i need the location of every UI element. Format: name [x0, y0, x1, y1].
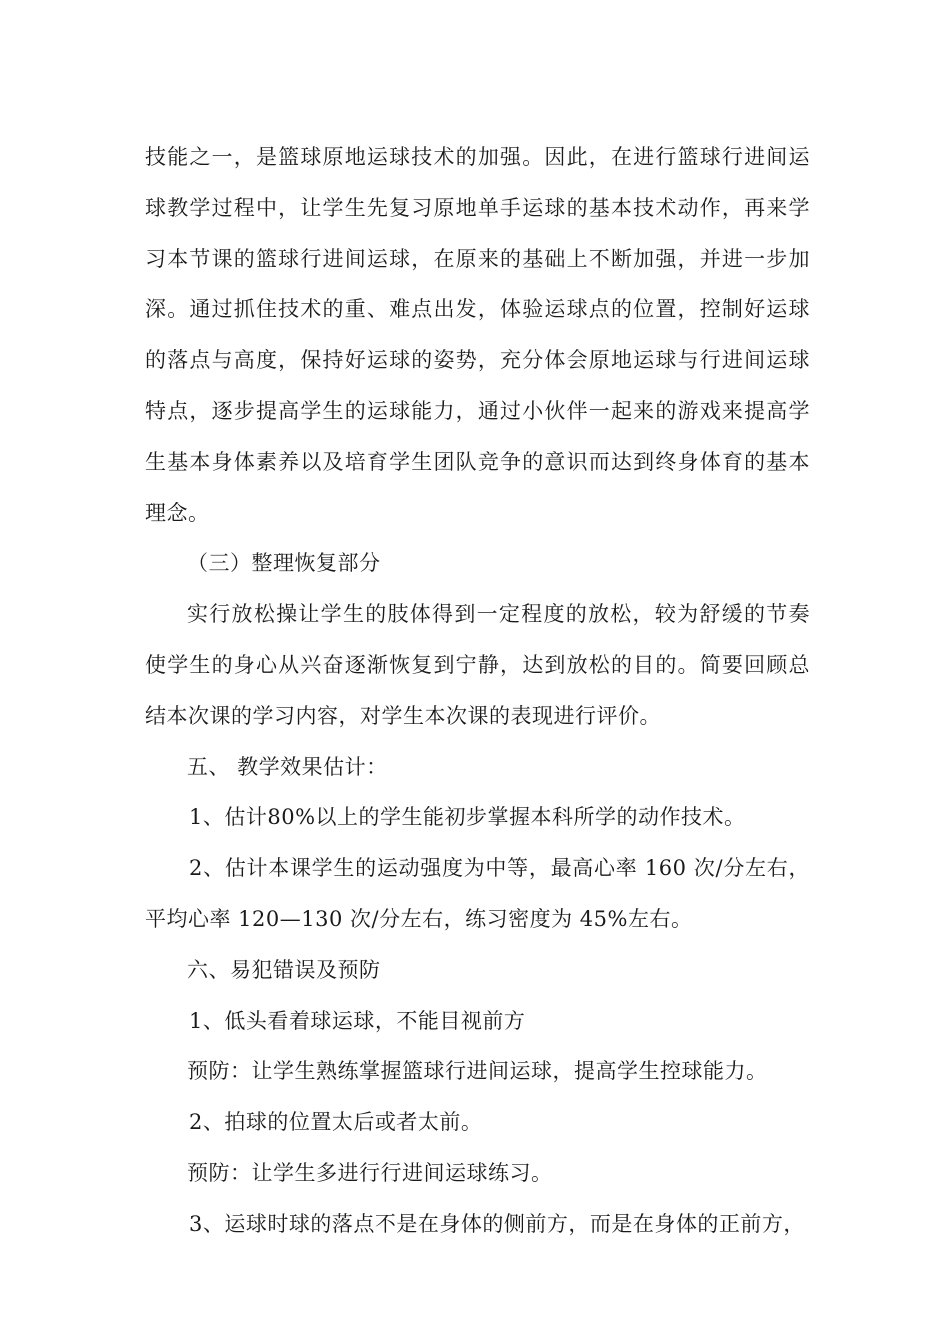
- paragraph-error-3: 3、运球时球的落点不是在身体的侧前方，而是在身体的正前方，: [189, 1211, 805, 1236]
- paragraph-estimate-2: 2、估计本课学生的运动强度为中等，最高心率 160 次/分左右，平均心率 120—130 次/分左右，练习密度为 45%左右。: [145, 856, 810, 931]
- paragraph-prevention-2: 预防：让学生多进行行进间运球练习。: [187, 1160, 553, 1185]
- document-body: [145, 132, 810, 1250]
- paragraph-recovery-body: 实行放松操让学生的肢体得到一定程度的放松，较为舒缓的节奏使学生的身心从兴奋逐渐恢复到宁静，达到放松的目的。简要回顾总结本次课的学习内容，对学生本次课的表现进行评价。: [145, 602, 810, 728]
- paragraph-prevention-1: 预防：让学生熟练掌握篮球行进间运球，提高学生控球能力。: [187, 1059, 768, 1084]
- section-heading-common-errors: 六、易犯错误及预防: [187, 957, 381, 982]
- paragraph-error-2: 2、拍球的位置太后或者太前。: [189, 1110, 483, 1135]
- paragraph-error-1: 1、低头看着球运球，不能目视前方: [189, 1008, 526, 1033]
- paragraph-continuation: 技能之一，是篮球原地运球技术的加强。因此，在进行篮球行进间运球教学过程中，让学生先复习原地单手运球的基本技术动作，再来学习本节课的篮球行进间运球，在原来的基础上不断加强，并进一步加深。通过抓住技术的重、难点出发，体验运球点的位置，控制好运球的落点与高度，保持好运球的姿势，充分体会原地运球与行进间运球特点，逐步提高学生的运球能力，通过小伙伴一起来的游戏来提高学生基本身体素养以及培育学生团队竞争的意识而达到终身体育的基本理念。: [145, 145, 810, 525]
- section-heading-teaching-effect: 五、 教学效果估计：: [187, 754, 388, 779]
- paragraph-estimate-1: 1、估计80%以上的学生能初步掌握本科所学的动作技术。: [189, 805, 746, 830]
- section-heading-recovery: （三）整理恢复部分: [187, 551, 381, 576]
